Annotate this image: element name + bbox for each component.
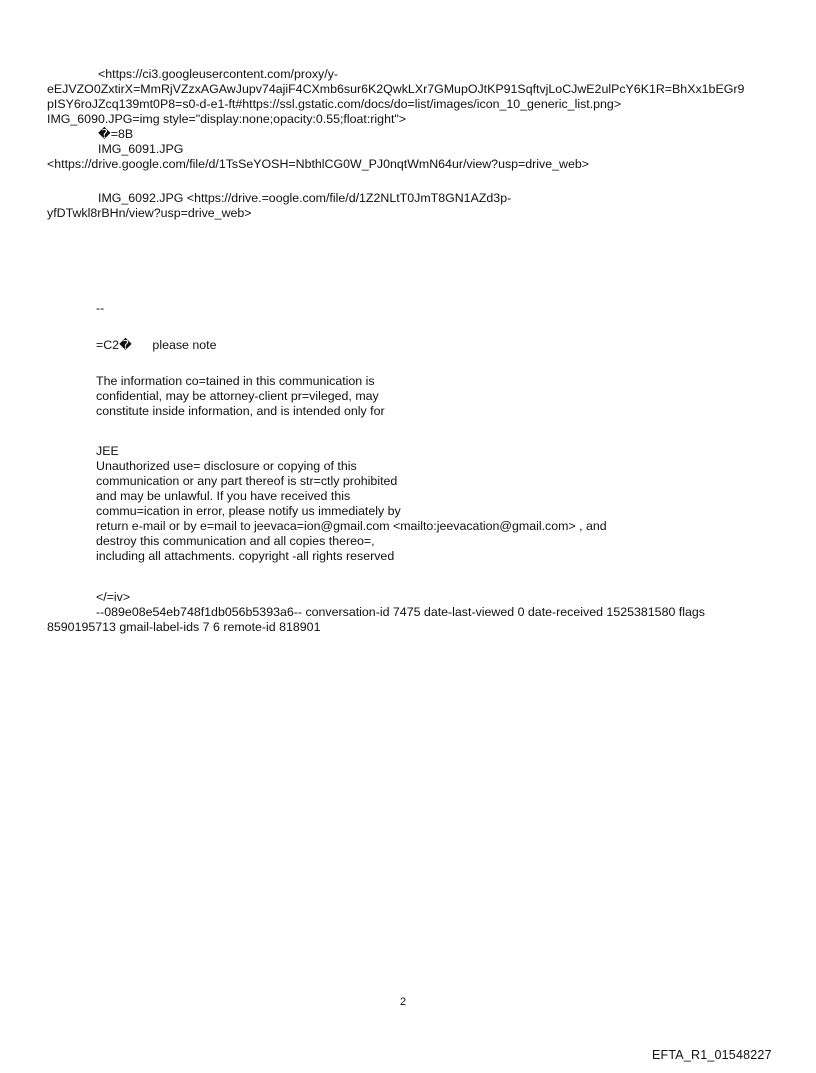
unauthorized-line-6: destroy this communication and all copies thereo=, [96, 534, 375, 548]
document-id: EFTA_R1_01548227 [652, 1048, 772, 1062]
unauthorized-line-2: communication or any part thereof is str=ctly prohibited [96, 474, 398, 488]
img-6092-line-2: yfDTwkl8rBHn/view?usp=drive_web> [47, 206, 252, 220]
unauthorized-line-1: Unauthorized use= disclosure or copying of this [96, 459, 357, 473]
proxy-url-line-3: pISY6roJZcq139mt0P8=s0-d-e1-ft#https://ssl.gstatic.com/docs/do=list/images/icon_10_generic_list.png> [47, 97, 622, 111]
confidentiality-line-2: confidential, may be attorney-client pr=vileged, may [96, 389, 379, 403]
closing-div-tag: </=iv> [96, 590, 131, 604]
img-6091-label: IMG_6091.JPG [98, 142, 184, 156]
please-note-heading: =C2� please note [96, 338, 217, 352]
metadata-line-1: --089e08e54eb748f1db056b5393a6-- conversation-id 7475 date-last-viewed 0 date-received 1525381580 flags [96, 605, 705, 619]
unauthorized-line-4: commu=ication in error, please notify us immediately by [96, 504, 401, 518]
metadata-line-2: 8590195713 gmail-label-ids 7 6 remote-id 818901 [47, 620, 321, 634]
proxy-url-line-1: <https://ci3.googleusercontent.com/proxy/y- [98, 67, 339, 81]
unauthorized-line-3: and may be unlawful. If you have received this [96, 489, 351, 503]
img-6090-line: IMG_6090.JPG=img style="display:none;opacity:0.55;float:right"> [47, 112, 407, 126]
recipient-initials: JEE [96, 444, 119, 458]
signature-separator: -- [96, 301, 105, 315]
confidentiality-line-1: The information co=tained in this communication is [96, 374, 375, 388]
img-6091-link: <https://drive.google.com/file/d/1TsSeYOSH=NbthlCG0W_PJ0nqtWmN64ur/view?usp=drive_web> [47, 157, 590, 171]
img-6092-line-1: IMG_6092.JPG <https://drive.=oogle.com/file/d/1Z2NLtT0JmT8GN1AZd3p- [98, 191, 512, 205]
unauthorized-line-7: including all attachments. copyright -all rights reserved [96, 549, 395, 563]
encoded-char-line: �=8B [98, 127, 134, 141]
page-number: 2 [400, 996, 407, 1008]
proxy-url-line-2: eEJVZO0ZxtirX=MmRjVZzxAGAwJupv74ajiF4CXmb6sur6K2QwkLXr7GMupOJtKP91SqftvjLoCJwE2ulPcY6K1R=BhXx1bEGr9 [47, 82, 745, 96]
confidentiality-line-3: constitute inside information, and is intended only for [96, 404, 385, 418]
unauthorized-line-5: return e-mail or by e=mail to jeevaca=ion@gmail.com <mailto:jeevacation@gmail.com> , and [96, 519, 607, 533]
